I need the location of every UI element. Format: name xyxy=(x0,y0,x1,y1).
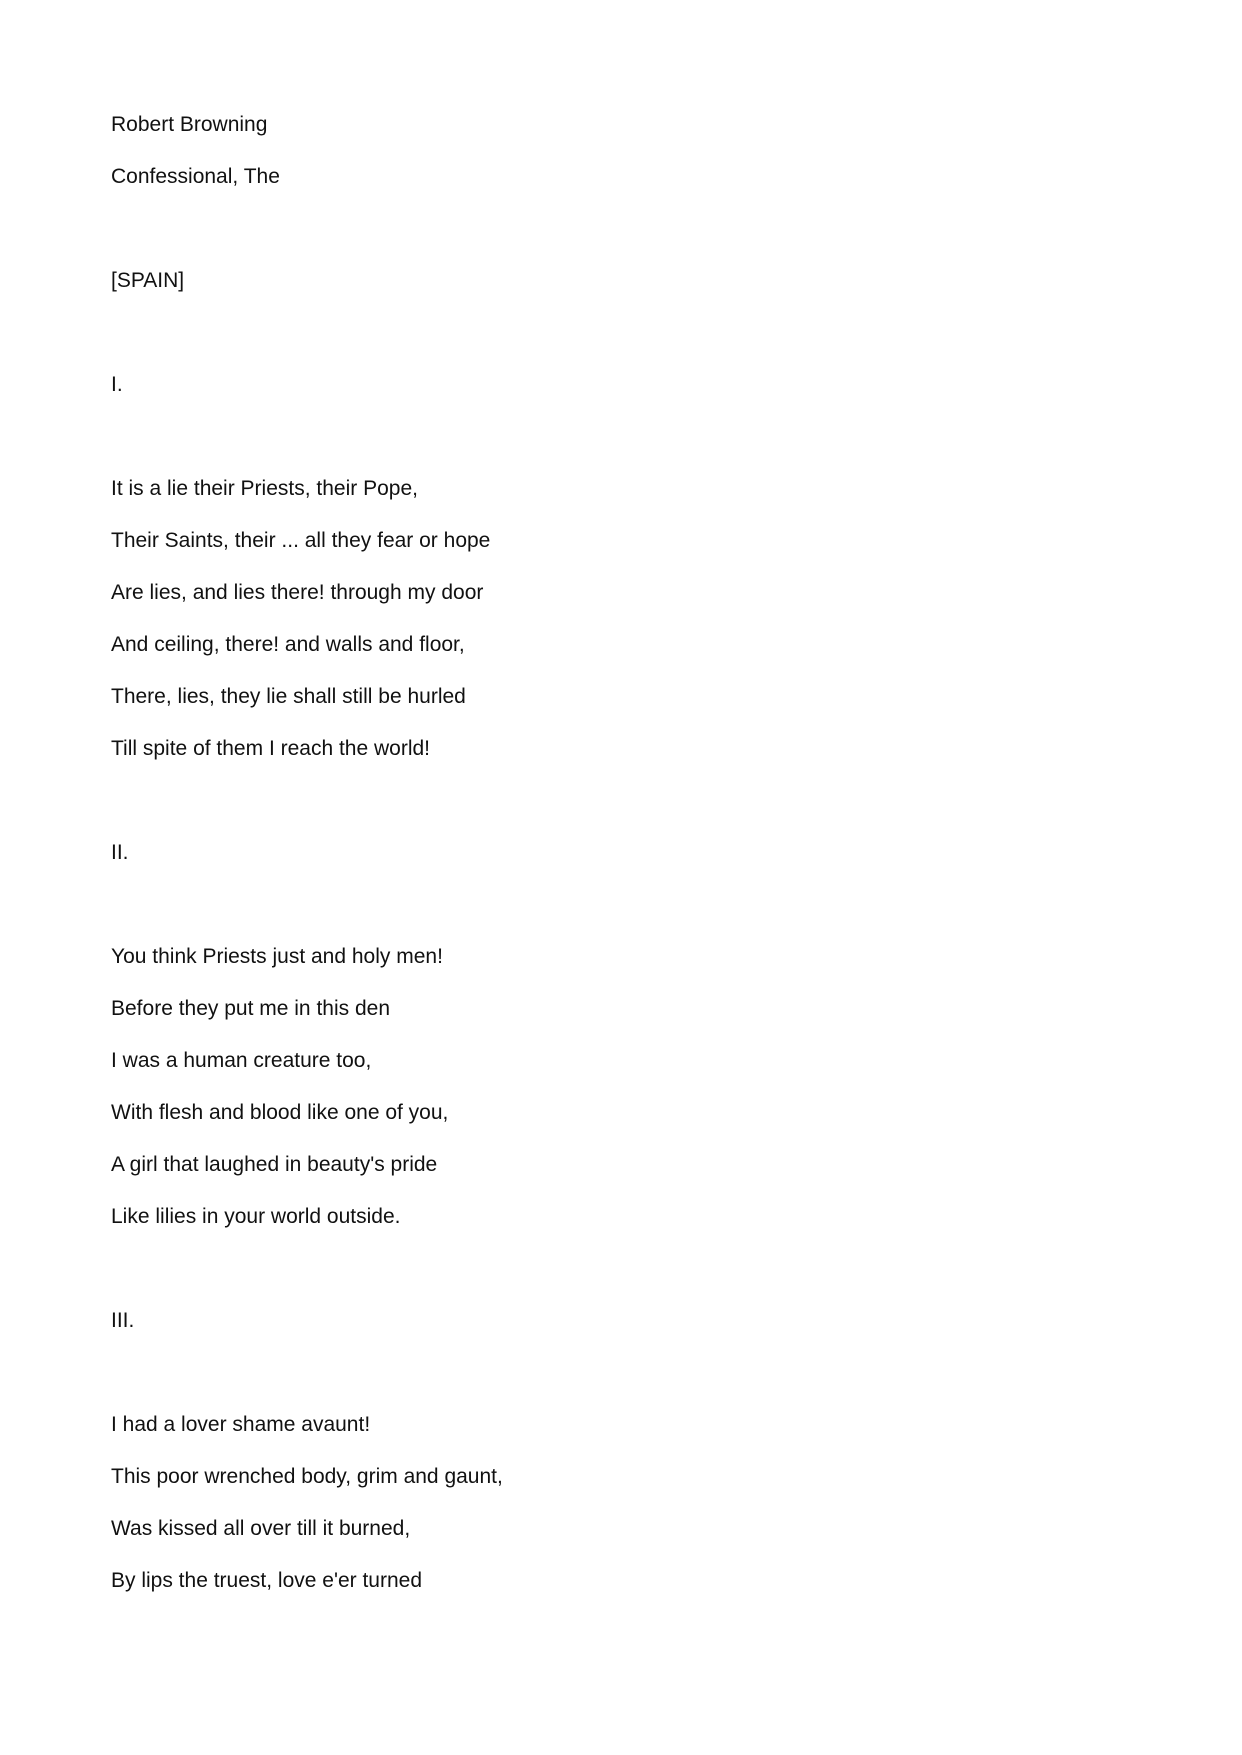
poem-line: And ceiling, there! and walls and floor, xyxy=(111,633,465,656)
poem-line: Till spite of them I reach the world! xyxy=(111,737,431,760)
poem-line: It is a lie their Priests, their Pope, xyxy=(111,477,418,500)
poem-line: There, lies, they lie shall still be hurled xyxy=(111,685,466,708)
poem-line: You think Priests just and holy men! xyxy=(111,945,443,968)
poem-line: Are lies, and lies there! through my door xyxy=(111,581,484,604)
poem-line: I was a human creature too, xyxy=(111,1049,372,1072)
stanza-numeral: III. xyxy=(111,1309,135,1332)
poem-line: I had a lover shame avaunt! xyxy=(111,1413,371,1436)
poem-line: By lips the truest, love e'er turned xyxy=(111,1569,423,1592)
poem-line: Their Saints, their ... all they fear or hope xyxy=(111,529,491,552)
poem-line: Was kissed all over till it burned, xyxy=(111,1517,411,1540)
author-line: Robert Browning xyxy=(111,113,268,136)
poem-line: This poor wrenched body, grim and gaunt, xyxy=(111,1465,503,1488)
poem-line: Like lilies in your world outside. xyxy=(111,1205,401,1228)
poem-subtitle: [SPAIN] xyxy=(111,269,185,292)
poem-line: With flesh and blood like one of you, xyxy=(111,1101,449,1124)
stanza-numeral: I. xyxy=(111,373,123,396)
poem-line: Before they put me in this den xyxy=(111,997,390,1020)
poem-title: Confessional, The xyxy=(111,165,280,188)
stanza-numeral: II. xyxy=(111,841,129,864)
poem-line: A girl that laughed in beauty's pride xyxy=(111,1153,438,1176)
